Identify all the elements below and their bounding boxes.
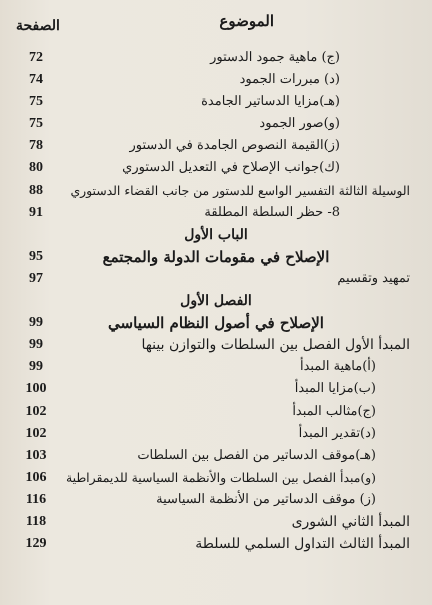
- toc-entry: [0, 490, 432, 512]
- toc-entry-page: 103: [25, 447, 47, 463]
- toc-entry: [0, 335, 432, 357]
- toc-entry-title: (ز)القيمة النصوص الجامدة في الدستور: [129, 138, 340, 154]
- chapter-heading: [0, 291, 432, 313]
- toc-entry-title: المبدأ الثاني الشورى: [291, 513, 410, 530]
- part-heading-title: الباب الأول: [184, 226, 248, 243]
- toc-entry: [0, 136, 432, 158]
- toc-entry-page: 74: [29, 72, 43, 88]
- toc-entry: [0, 269, 432, 291]
- toc-entry-page: 118: [25, 513, 47, 529]
- part-heading: [0, 225, 432, 247]
- toc-entry-title: (و)صور الجمود: [259, 116, 340, 132]
- toc-entry-page: 99: [29, 337, 43, 353]
- toc-entry-title: المبدأ الثالث التداول السلمي للسلطة: [195, 536, 410, 553]
- toc-header: [0, 12, 432, 36]
- toc-entry-page: 75: [29, 94, 43, 110]
- topic-column-heading: الموضوع: [219, 12, 274, 30]
- toc-entry: [0, 379, 432, 401]
- toc-entry-page: 106: [25, 469, 47, 485]
- toc-entry-title: (هـ)موقف الدساتير من الفصل بين السلطات: [137, 447, 376, 463]
- toc-entry-title: 8- حظر السلطة المطلقة: [204, 204, 340, 220]
- toc-entry-title: (و)مبدأ الفصل بين السلطات والأنظمة السياسية للديمقراطية: [65, 469, 376, 485]
- toc-entry: [0, 357, 432, 379]
- toc-entry-page: 97: [29, 270, 43, 286]
- part-subtitle: [0, 247, 432, 269]
- toc-entry-page: 102: [25, 425, 47, 441]
- toc-entry-page: 116: [25, 491, 47, 507]
- toc-entry-page: 99: [29, 315, 43, 331]
- toc-entry: [0, 512, 432, 534]
- toc-entry-page: 91: [29, 204, 43, 220]
- toc-entry-page: 102: [25, 403, 47, 419]
- chapter-subtitle: [0, 313, 432, 335]
- toc-entry: [0, 203, 432, 225]
- toc-entry: [0, 468, 432, 490]
- toc-entry-title: (ج) ماهية جمود الدستور: [210, 50, 340, 65]
- toc-entry-page: 72: [29, 50, 43, 65]
- toc-entry-page: 75: [29, 116, 43, 132]
- toc-entry-title: تمهيد وتقسيم: [337, 270, 410, 286]
- toc-entry-title: (ب)مزايا المبدأ: [294, 381, 376, 397]
- page-column-heading: الصفحة: [16, 18, 60, 34]
- toc-entry-page: 129: [25, 536, 47, 552]
- toc-entry-title: (ج)مثالب المبدأ: [292, 403, 376, 419]
- toc-entry-title: (هـ)مزايا الدساتير الجامدة: [201, 94, 340, 110]
- toc-entry-title: (أ)ماهية المبدأ: [299, 359, 376, 375]
- toc-entry-page: 78: [29, 138, 43, 154]
- toc-entry-title: (د)تقدير المبدأ: [298, 425, 376, 441]
- toc-entry-page: 99: [29, 359, 43, 375]
- toc-entry: [0, 424, 432, 446]
- toc-entry: [0, 402, 432, 424]
- toc-entry: [0, 446, 432, 468]
- toc-entry: [0, 158, 432, 180]
- toc-entry: [0, 534, 432, 556]
- toc-entry-title: (د) مبررات الجمود: [239, 72, 340, 88]
- toc-entry: [0, 92, 432, 114]
- toc-entry: [0, 114, 432, 136]
- toc-entry-title: الوسيلة الثالثة التفسير الواسع للدستور من جانب القضاء الدستوري: [70, 182, 410, 198]
- toc-entry: [0, 48, 432, 70]
- toc-entry: [0, 70, 432, 92]
- part-subtitle-title: الإصلاح في مقومات الدولة والمجتمع: [102, 247, 330, 266]
- toc-entry-page: 80: [29, 160, 43, 176]
- toc-entry-page: 88: [29, 182, 43, 198]
- chapter-subtitle-title: الإصلاح في أصول النظام السياسي: [108, 314, 324, 333]
- toc-entry-page: 95: [29, 248, 43, 264]
- toc-entry-title: (ك)جوانب الإصلاح في التعديل الدستوري: [122, 160, 340, 176]
- toc-list: [0, 48, 432, 556]
- toc-entry-title: المبدأ الأول الفصل بين السلطات والتوازن بينها: [141, 337, 410, 354]
- toc-entry-title: (ز) موقف الدساتير من الأنظمة السياسية: [156, 491, 376, 507]
- chapter-heading-title: الفصل الأول: [180, 293, 252, 310]
- toc-entry: [0, 181, 432, 203]
- toc-entry-page: 100: [25, 381, 47, 397]
